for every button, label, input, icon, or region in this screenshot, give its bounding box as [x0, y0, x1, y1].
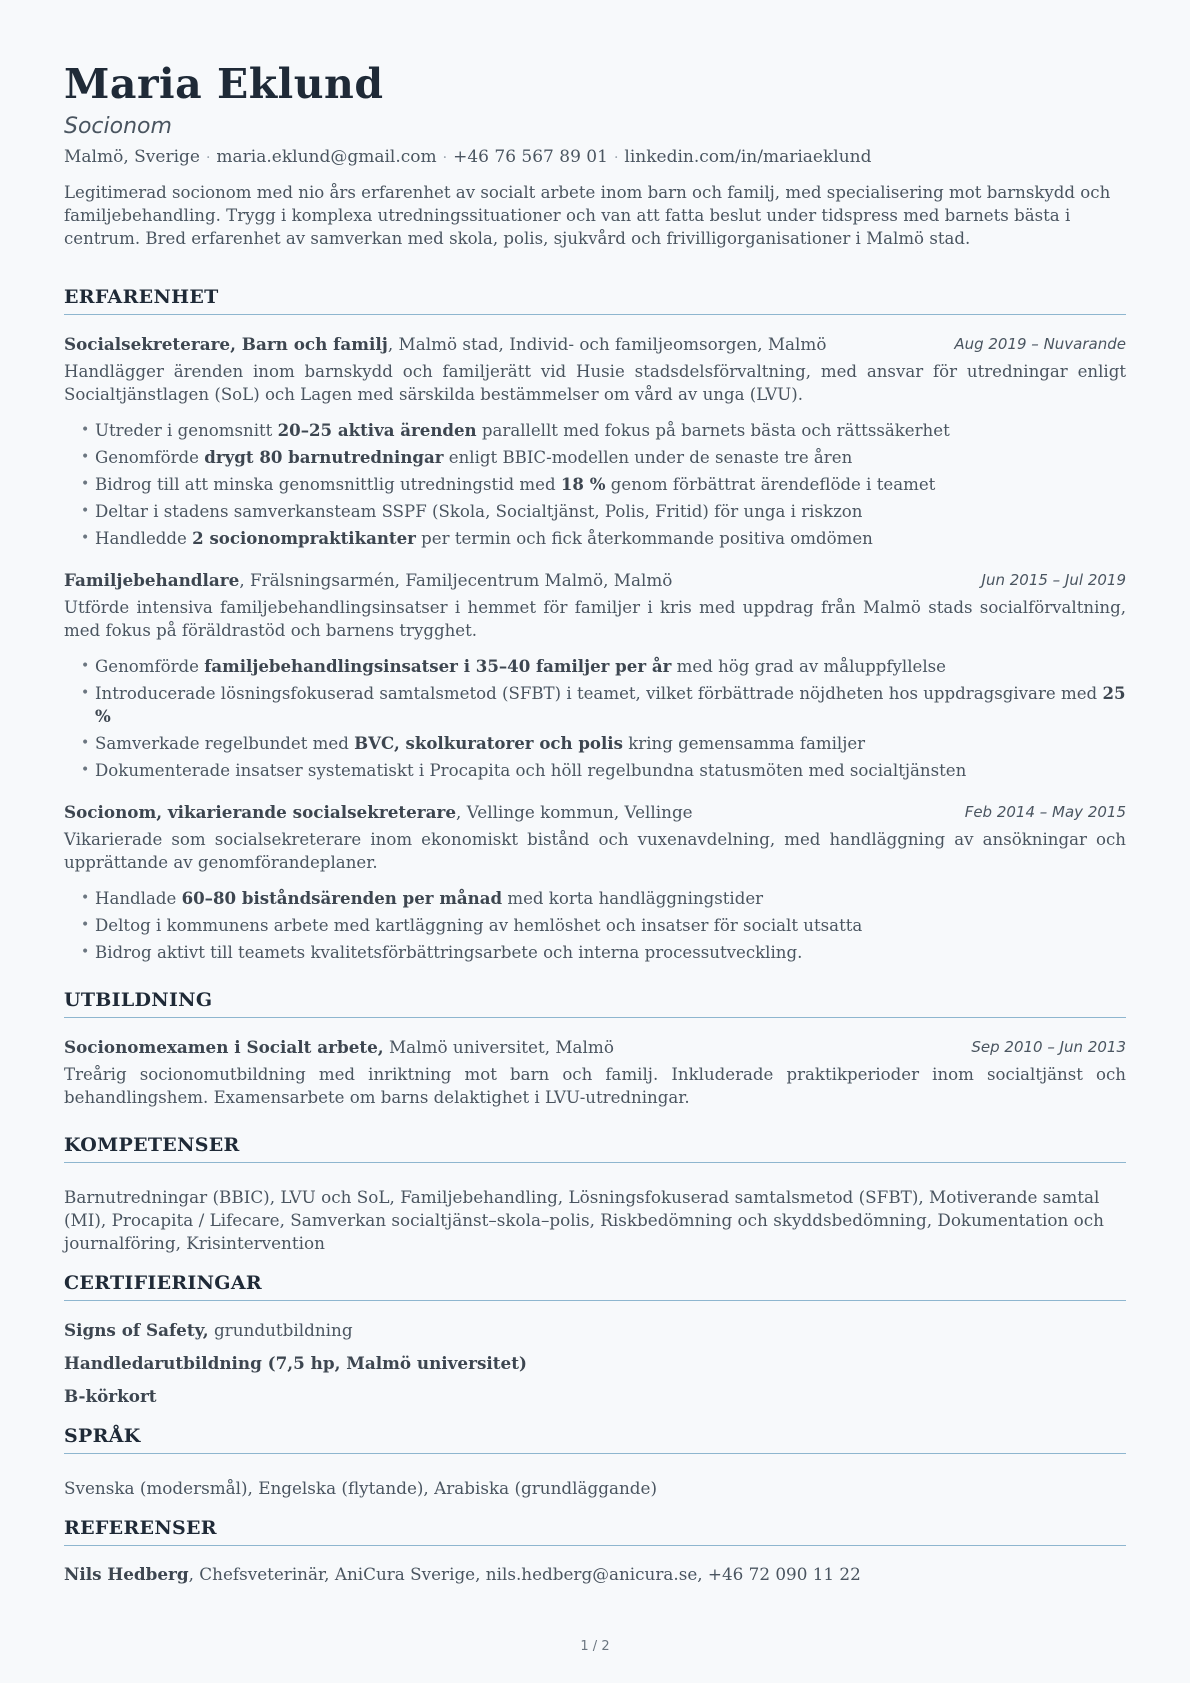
contact-separator: · [613, 150, 619, 166]
profile-summary: Legitimerad socionom med nio års erfarenhet av socialt arbete inom barn och familj, med specialisering mot barnskydd och familjebehandling. Trygg i komplexa utredningssituationer och van att fatta beslut under tidspress med barnets bästa i centrum. Bred erfarenhet av samverkan med skola, polis, sjukvård och frivilligorganisationer i Malmö stad. [64, 183, 1111, 248]
certification-item: Handledarutbildning (7,5 hp, Malmö universitet) [64, 1353, 527, 1373]
contact-linkedin[interactable]: linkedin.com/in/mariaeklund [624, 147, 872, 167]
list-item: • Bidrog till att minska genomsnittlig utredningstid med 18 % genom förbättrat ärendeflöde i teamet [64, 473, 1126, 496]
contact-separator: · [205, 150, 211, 166]
job-date: Feb 2014 – May 2015 [964, 803, 1126, 821]
job-header [64, 570, 1126, 590]
certification-item: B-körkort [64, 1386, 157, 1406]
section-heading-skills: KOMPETENSER [64, 1134, 1126, 1163]
job-role: Familjebehandlare [64, 570, 240, 590]
list-item: • Genomförde drygt 80 barnutredningar enligt BBIC-modellen under de senaste tre åren [64, 446, 1126, 469]
list-item: • Introducerade lösningsfokuserad samtalsmetod (SFBT) i teamet, vilket förbättrade nöjdheten hos uppdragsgivare med 25 % [64, 682, 1126, 728]
education-school: Malmö universitet, Malmö [383, 1037, 614, 1057]
reference-name: Nils Hedberg [64, 1564, 189, 1584]
contact-line [64, 147, 872, 167]
contact-separator: · [442, 150, 448, 166]
section-heading-certifications: CERTIFIERINGAR [64, 1272, 1126, 1301]
section-heading-references: REFERENSER [64, 1517, 1126, 1546]
job-bullets [64, 419, 1126, 554]
list-item: • Samverkade regelbundet med BVC, skolkuratorer och polis kring gemensamma familjer [64, 732, 1126, 755]
job-date: Aug 2019 – Nuvarande [954, 335, 1126, 353]
reference-details: , Chefsveterinär, AniCura Sverige, nils.hedberg@anicura.se, +46 72 090 11 22 [188, 1564, 861, 1584]
list-item: • Utreder i genomsnitt 20–25 aktiva ärenden parallellt med fokus på barnets bästa och rättssäkerhet [64, 419, 1126, 442]
list-item: • Deltog i kommunens arbete med kartläggning av hemlöshet och insatser för socialt utsatta [64, 914, 1126, 937]
contact-phone: +46 76 567 89 01 [453, 147, 608, 167]
contact-location: Malmö, Sverige [64, 147, 200, 167]
list-item: • Handlade 60–80 biståndsärenden per månad med korta handläggningstider [64, 887, 1126, 910]
contact-email[interactable]: maria.eklund@gmail.com [216, 147, 437, 167]
education-header [64, 1037, 1126, 1057]
job-header [64, 802, 1126, 822]
list-item: • Genomförde familjebehandlingsinsatser i 35–40 familjer per år med hög grad av måluppfyllelse [64, 655, 1126, 678]
languages-list: Svenska (modersmål), Engelska (flytande), Arabiska (grundläggande) [64, 1478, 658, 1498]
job-employer: , Frälsningsarmén, Familjecentrum Malmö, Malmö [239, 570, 673, 590]
job-description: Utförde intensiva familjebehandlingsinsatser i hemmet för familjer i kris med uppdrag från Malmö stads socialförvaltning, med fokus på föräldrastöd och barnens trygghet. [64, 598, 1126, 640]
section-heading-languages: SPRÅK [64, 1425, 1126, 1454]
job-role: Socionom, vikarierande socialsekreterare [64, 802, 457, 822]
list-item: • Bidrog aktivt till teamets kvalitetsförbättringsarbete och interna processutveckling. [64, 941, 1126, 964]
education-degree: Socionomexamen i Socialt arbete, [64, 1037, 384, 1057]
education-date: Sep 2010 – Jun 2013 [971, 1038, 1126, 1056]
section-heading-experience: ERFARENHET [64, 286, 1126, 315]
job-bullets [64, 887, 1126, 968]
list-item: • Dokumenterade insatser systematiskt i Procapita och höll regelbundna statusmöten med socialtjänsten [64, 759, 1126, 782]
education-description: Treårig socionomutbildning med inriktning mot barn och familj. Inkluderade praktikperioder inom socialtjänst och behandlingshem. Examensarbete om barns delaktighet i LVU-utredningar. [64, 1065, 1126, 1107]
certification-item: Signs of Safety, grundutbildning [64, 1320, 353, 1340]
section-heading-education: UTBILDNING [64, 989, 1126, 1018]
job-title: Socionom [64, 114, 172, 139]
list-item: • Handledde 2 socionompraktikanter per termin och fick återkommande positiva omdömen [64, 527, 1126, 550]
job-employer: , Malmö stad, Individ- och familjeomsorgen, Malmö [387, 334, 827, 354]
job-header [64, 334, 1126, 354]
candidate-name: Maria Eklund [64, 60, 384, 108]
job-description: Handlägger ärenden inom barnskydd och familjerätt vid Husie stadsdelsförvaltning, med ansvar för utredningar enligt Socialtjänstlagen (SoL) och Lagen med särskilda bestämmelser om vård av unga (LVU). [64, 362, 1126, 404]
job-description: Vikarierade som socialsekreterare inom ekonomiskt bistånd och vuxenavdelning, med handläggning av ansökningar och upprättande av genomförandeplaner. [64, 830, 1126, 872]
job-employer: , Vellinge kommun, Vellinge [456, 802, 693, 822]
job-role: Socialsekreterare, Barn och familj [64, 334, 388, 354]
job-date: Jun 2015 – Jul 2019 [981, 571, 1126, 589]
job-bullets [64, 655, 1126, 786]
page-number: 1 / 2 [580, 1639, 610, 1654]
list-item: • Deltar i stadens samverkansteam SSPF (Skola, Socialtjänst, Polis, Fritid) för unga i riskzon [64, 500, 1126, 523]
reference-item [64, 1563, 1126, 1586]
skills-list: Barnutredningar (BBIC), LVU och SoL, Familjebehandling, Lösningsfokuserad samtalsmetod (SFBT), Motiverande samtal (MI), Procapita / Lifecare, Samverkan socialtjänst–skola–polis, Riskbedömning och skyddsbedömning, Dokumentation och journalföring, Krisintervention [64, 1187, 1104, 1253]
